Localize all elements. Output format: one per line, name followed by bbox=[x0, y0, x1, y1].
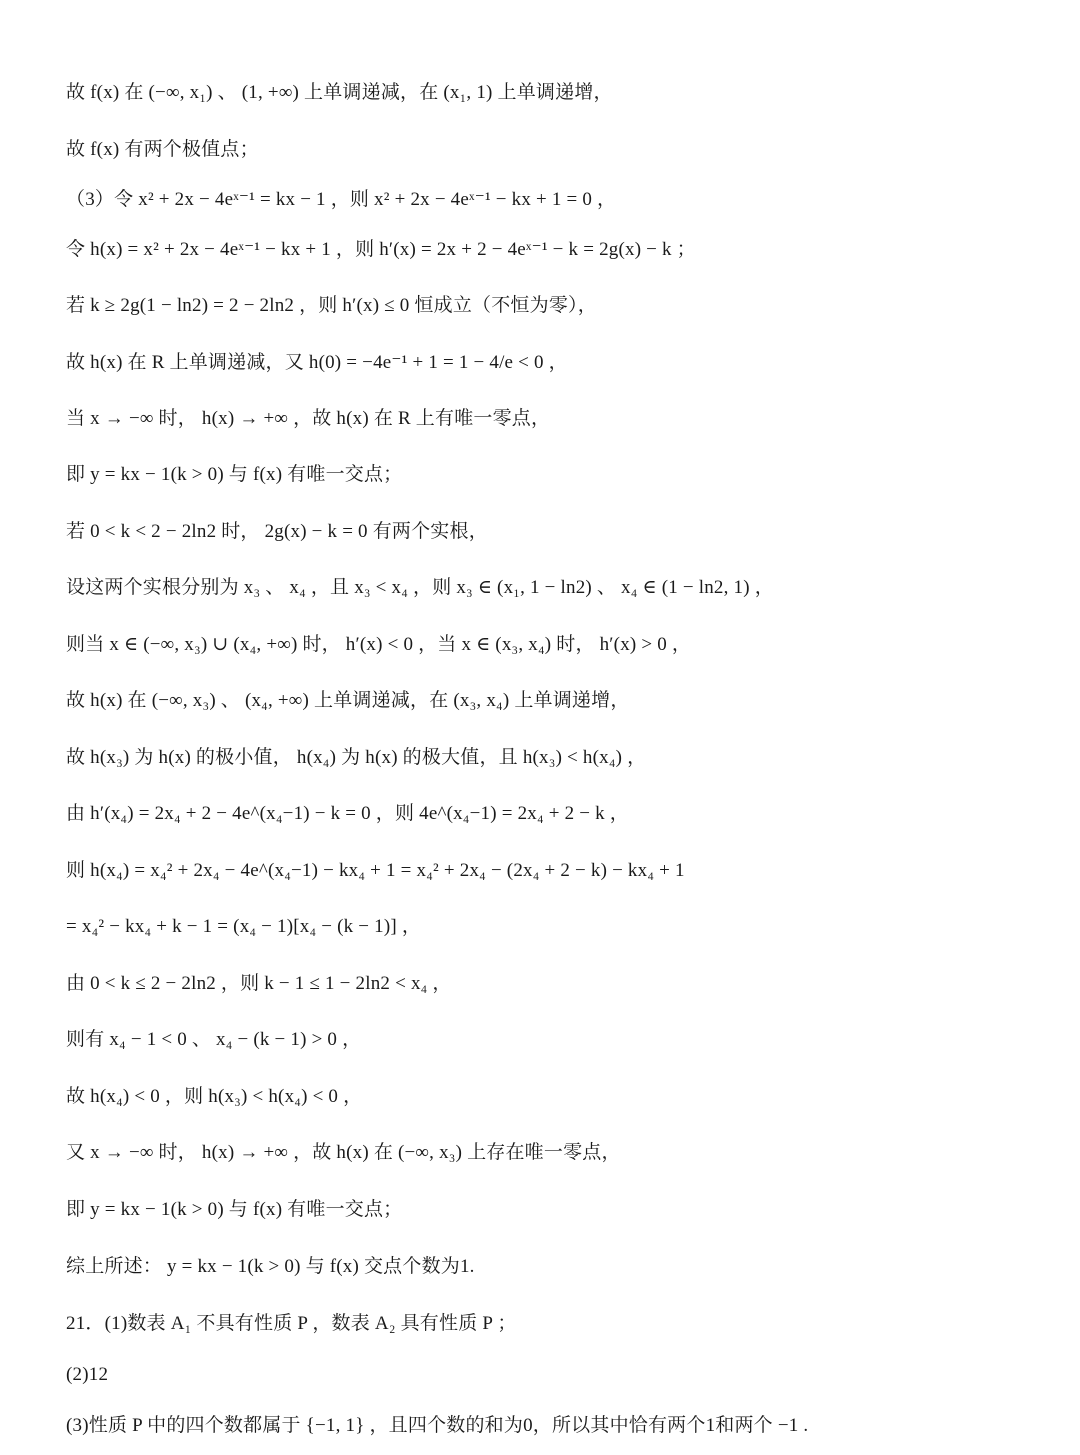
text-line: 由 0 < k ≤ 2 − 2ln2 ，则 k − 1 ≤ 1 − 2ln2 < x₄ ， bbox=[66, 973, 452, 994]
text-line: 即 y = kx − 1(k > 0) 与 f(x) 有唯一交点； bbox=[66, 1199, 403, 1220]
document-page bbox=[66, 0, 1046, 1455]
text-line: 综上所述： y = kx − 1(k > 0) 与 f(x) 交点个数为1. bbox=[66, 1256, 475, 1277]
text-line: 又 x → −∞ 时， h(x) → +∞ ，故 h(x) 在 (−∞, x₃) 上存在唯一零点， bbox=[66, 1142, 621, 1163]
text-line: (2)12 bbox=[66, 1364, 109, 1385]
text-line: 故 h(x) 在 (−∞, x₃) 、 (x₄, +∞) 上单调递减，在 (x₃, x₄) 上单调递增， bbox=[66, 690, 630, 711]
text-line: 故 f(x) 有两个极值点； bbox=[66, 139, 259, 160]
text-line: 当 x → −∞ 时， h(x) → +∞ ，故 h(x) 在 R 上有唯一零点， bbox=[66, 408, 551, 429]
text-line: 若 k ≥ 2g(1 − ln2) = 2 − 2ln2 ，则 h′(x) ≤ 0 恒成立（不恒为零）， bbox=[66, 295, 597, 316]
text-line: 由 h′(x₄) = 2x₄ + 2 − 4e^(x₄−1) − k = 0 ，则 4e^(x₄−1) = 2x₄ + 2 − k ， bbox=[66, 803, 629, 824]
text-line: 故 h(x) 在 R 上单调递减，又 h(0) = −4e⁻¹ + 1 = 1 − 4/e < 0 ， bbox=[66, 352, 568, 373]
text-line: 故 h(x₃) 为 h(x) 的极小值， h(x₄) 为 h(x) 的极大值，且 h(x₃) < h(x₄) ， bbox=[66, 747, 647, 768]
text-line: （3）令 x² + 2x − 4eˣ⁻¹ = kx − 1 ，则 x² + 2x − 4eˣ⁻¹ − kx + 1 = 0 ， bbox=[66, 189, 617, 210]
text-line: 故 f(x) 在 (−∞, x₁) 、 (1, +∞) 上单调递减，在 (x₁, 1) 上单调递增， bbox=[66, 82, 613, 103]
text-line: 则当 x ∈ (−∞, x₃) ∪ (x₄, +∞) 时， h′(x) < 0 ，当 x ∈ (x₃, x₄) 时， h′(x) > 0 ， bbox=[66, 634, 692, 655]
text-line: 若 0 < k < 2 − 2ln2 时， 2g(x) − k = 0 有两个实根， bbox=[66, 521, 488, 542]
text-line: 故 h(x₄) < 0 ，则 h(x₃) < h(x₄) < 0 ， bbox=[66, 1086, 363, 1107]
text-line: (3)性质 P 中的四个数都属于 {−1, 1} ，且四个数的和为0，所以其中恰有两个1和两个 −1 . bbox=[66, 1415, 809, 1436]
text-line: 设这两个实根分别为 x₃ 、 x₄ ，且 x₃ < x₄ ，则 x₃ ∈ (x₁, 1 − ln2) 、 x₄ ∈ (1 − ln2, 1) ， bbox=[66, 577, 774, 598]
text-line: 令 h(x) = x² + 2x − 4eˣ⁻¹ − kx + 1 ，则 h′(x) = 2x + 2 − 4eˣ⁻¹ − k = 2g(x) − k ； bbox=[66, 239, 696, 260]
text-line: 即 y = kx − 1(k > 0) 与 f(x) 有唯一交点； bbox=[66, 464, 403, 485]
text-line: 21．(1)数表 A₁ 不具有性质 P ，数表 A₂ 具有性质 P ； bbox=[66, 1313, 517, 1334]
text-line: 则有 x₄ − 1 < 0 、 x₄ − (k − 1) > 0 ， bbox=[66, 1029, 362, 1050]
text-line: 则 h(x₄) = x₄² + 2x₄ − 4e^(x₄−1) − kx₄ + 1 = x₄² + 2x₄ − (2x₄ + 2 − k) − kx₄ + 1 bbox=[66, 860, 685, 881]
text-line: = x₄² − kx₄ + k − 1 = (x₄ − 1)[x₄ − (k − 1)] ， bbox=[66, 916, 422, 937]
